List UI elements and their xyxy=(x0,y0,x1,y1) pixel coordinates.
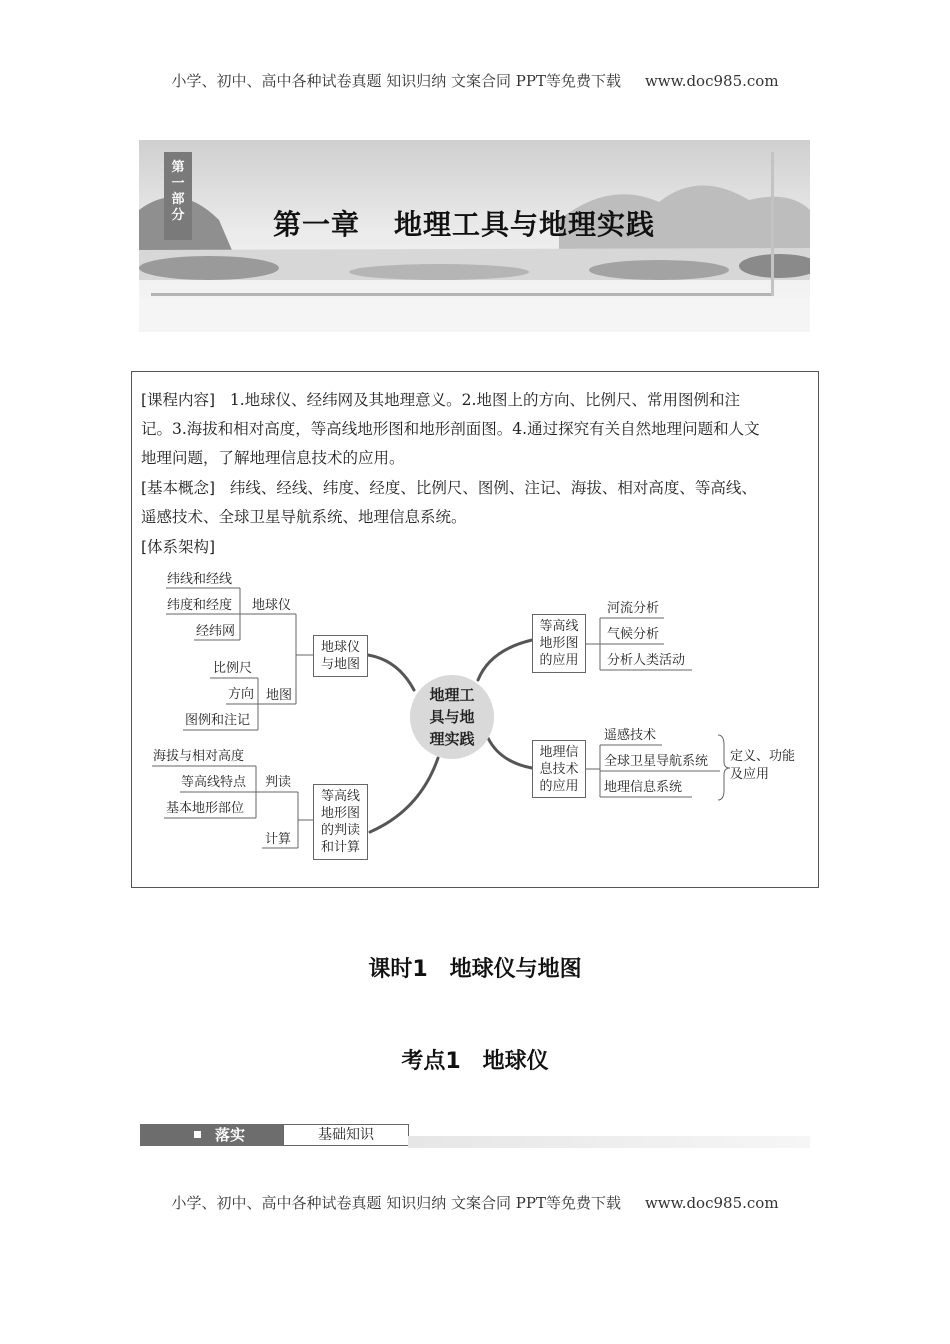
basic-concepts xyxy=(141,474,757,532)
chapter-name: 地理工具与地理实践 xyxy=(394,208,656,241)
footer-url[interactable]: www.doc985.com xyxy=(644,1194,779,1212)
concept-line: 纬线、经线、纬度、经度、比例尺、图例、注记、海拔、相对高度、等高线、 xyxy=(229,479,757,497)
part-tag-char: 一 xyxy=(171,176,185,191)
mm-item: 分析人类活动 xyxy=(607,653,686,668)
mm-box-line: 息技术 xyxy=(539,762,579,777)
part-tag-char: 第 xyxy=(171,160,185,175)
mm-box-line: 的判读 xyxy=(320,823,360,838)
mm-box-line: 地球仪 xyxy=(320,640,360,655)
framework-label: [体系架构] xyxy=(141,538,216,556)
header-text: 小学、初中、高中各种试卷真题 知识归纳 文案合同 PPT等免费下载 xyxy=(171,72,621,90)
header-url[interactable]: www.doc985.com xyxy=(644,72,779,90)
kaodian-name: 地球仪 xyxy=(482,1049,549,1074)
chapter-title xyxy=(273,203,655,243)
mm-item: 气候分析 xyxy=(607,627,660,642)
course-label: [课程内容] xyxy=(141,391,216,409)
mm-box-line: 的应用 xyxy=(539,653,579,668)
square-bullet-icon xyxy=(194,1131,201,1138)
lesson-name: 地球仪与地图 xyxy=(449,957,582,982)
mm-box-line: 地形图 xyxy=(320,806,360,821)
course-line: 记。3.海拔和相对高度，等高线地形图和地形剖面图。4.通过探究有关自然地理问题和人文 xyxy=(141,420,760,438)
mm-center-line: 理实践 xyxy=(429,730,475,748)
mm-box-line: 的应用 xyxy=(539,779,579,794)
mm-box-line: 与地图 xyxy=(320,657,360,672)
section-bar xyxy=(140,1124,810,1148)
mm-label: 计算 xyxy=(265,832,292,847)
footer-text: 小学、初中、高中各种试卷真题 知识归纳 文案合同 PPT等免费下载 xyxy=(171,1194,621,1212)
course-content xyxy=(141,386,760,473)
mm-item: 全球卫星导航系统 xyxy=(604,754,709,769)
mm-branch-box xyxy=(313,635,368,677)
mm-item: 遥感技术 xyxy=(604,728,657,743)
chapter-number: 第一章 xyxy=(273,208,361,241)
course-line: 地理问题，了解地理信息技术的应用。 xyxy=(141,449,405,467)
mm-center-line: 具与地 xyxy=(429,708,475,726)
mm-box-line: 等高线 xyxy=(539,619,579,634)
mm-box-line: 地形图 xyxy=(539,636,579,651)
mm-branch-box xyxy=(532,614,586,673)
course-line: 1.地球仪、经纬网及其地理意义。2.地图上的方向、比例尺、常用图例和注 xyxy=(229,391,740,409)
mm-note-line: 定义、功能 xyxy=(730,749,796,764)
mm-item: 比例尺 xyxy=(213,661,253,676)
mm-center-line: 地理工 xyxy=(429,686,475,704)
mm-branch-box xyxy=(532,740,586,798)
section-dark-tab xyxy=(140,1124,283,1146)
mm-item: 纬度和经度 xyxy=(167,598,233,613)
mm-box-line: 等高线 xyxy=(320,789,360,804)
mm-branch-box xyxy=(313,784,368,860)
mm-item: 方向 xyxy=(228,687,255,702)
section-dark-label: 落实 xyxy=(215,1126,246,1144)
part-tag-char: 分 xyxy=(171,208,185,223)
mm-label: 地球仪 xyxy=(252,598,292,613)
section-light-tab: 基础知识 xyxy=(283,1124,409,1146)
mm-item: 纬线和经线 xyxy=(167,572,233,587)
mm-note-line: 及应用 xyxy=(730,767,770,782)
kaodian-title xyxy=(0,1044,950,1075)
part-tag xyxy=(164,152,192,240)
mm-item: 等高线特点 xyxy=(181,775,247,790)
mm-note xyxy=(730,749,795,782)
mm-item: 经纬网 xyxy=(196,624,236,639)
concept-label: [基本概念] xyxy=(141,479,216,497)
mm-box-line: 地理信 xyxy=(539,745,579,760)
mm-item: 河流分析 xyxy=(607,601,660,616)
section-gradient-bar xyxy=(408,1136,810,1148)
page-header xyxy=(0,70,950,91)
concept-line: 遥感技术、全球卫星导航系统、地理信息系统。 xyxy=(141,508,467,526)
mm-box-line: 和计算 xyxy=(320,840,360,855)
kaodian-label: 考点1 xyxy=(401,1049,461,1074)
mm-label: 地图 xyxy=(266,688,293,703)
part-tag-char: 部 xyxy=(171,192,185,207)
mm-item: 海拔与相对高度 xyxy=(153,749,245,764)
lesson-title xyxy=(0,952,950,983)
mm-label: 判读 xyxy=(265,775,292,790)
mm-center-node xyxy=(410,675,494,759)
lesson-label: 课时1 xyxy=(368,957,428,982)
mm-item: 图例和注记 xyxy=(185,713,251,728)
page-footer xyxy=(0,1192,950,1213)
mm-item: 基本地形部位 xyxy=(166,801,245,816)
mm-item: 地理信息系统 xyxy=(604,780,683,795)
